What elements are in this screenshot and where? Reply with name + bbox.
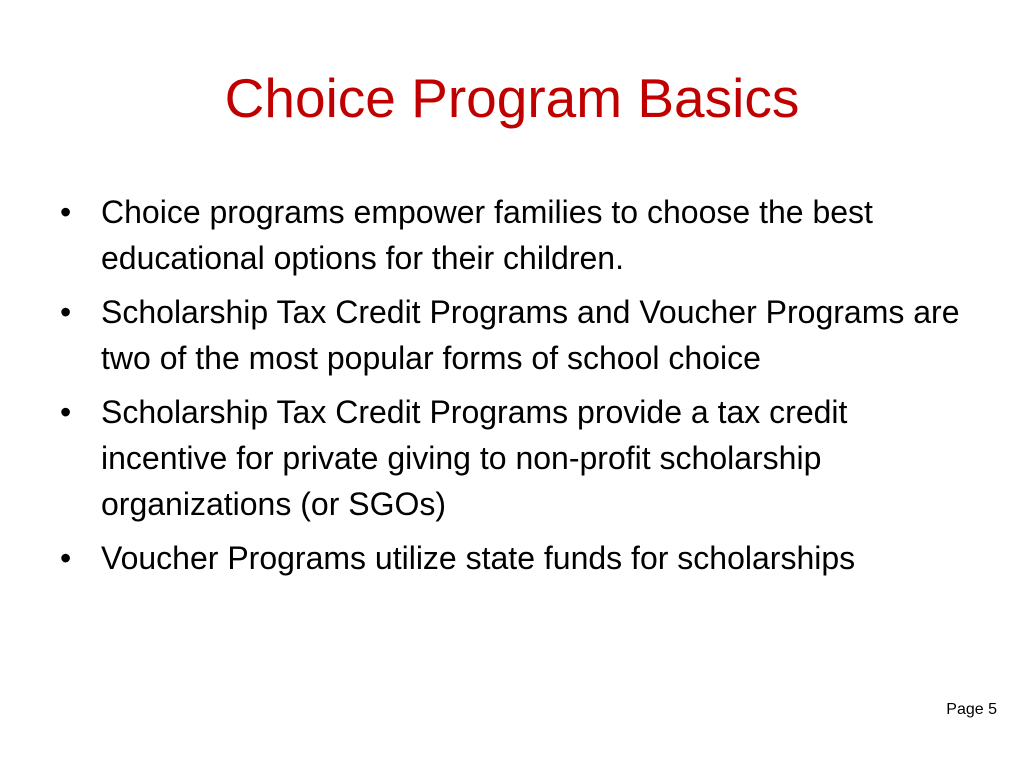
bullet-text: Choice programs empower families to choose the best educational options for their children. xyxy=(101,194,873,276)
bullet-text: Scholarship Tax Credit Programs and Voucher Programs are two of the most popular forms of school choice xyxy=(101,294,960,376)
bullet-icon: • xyxy=(60,540,72,576)
bullet-item xyxy=(60,535,960,581)
bullet-icon: • xyxy=(60,194,72,230)
bullet-item xyxy=(60,389,960,527)
bullet-list xyxy=(60,189,960,589)
bullet-item xyxy=(60,189,960,281)
bullet-item xyxy=(60,289,960,381)
bullet-icon: • xyxy=(60,294,72,330)
page-number: Page 5 xyxy=(946,701,997,718)
slide-title: Choice Program Basics xyxy=(224,67,800,129)
bullet-text: Scholarship Tax Credit Programs provide a tax credit incentive for private giving to non-profit scholarship organizations (or SGOs) xyxy=(101,394,848,522)
bullet-text: Voucher Programs utilize state funds for scholarships xyxy=(101,540,856,576)
bullet-icon: • xyxy=(60,394,72,430)
